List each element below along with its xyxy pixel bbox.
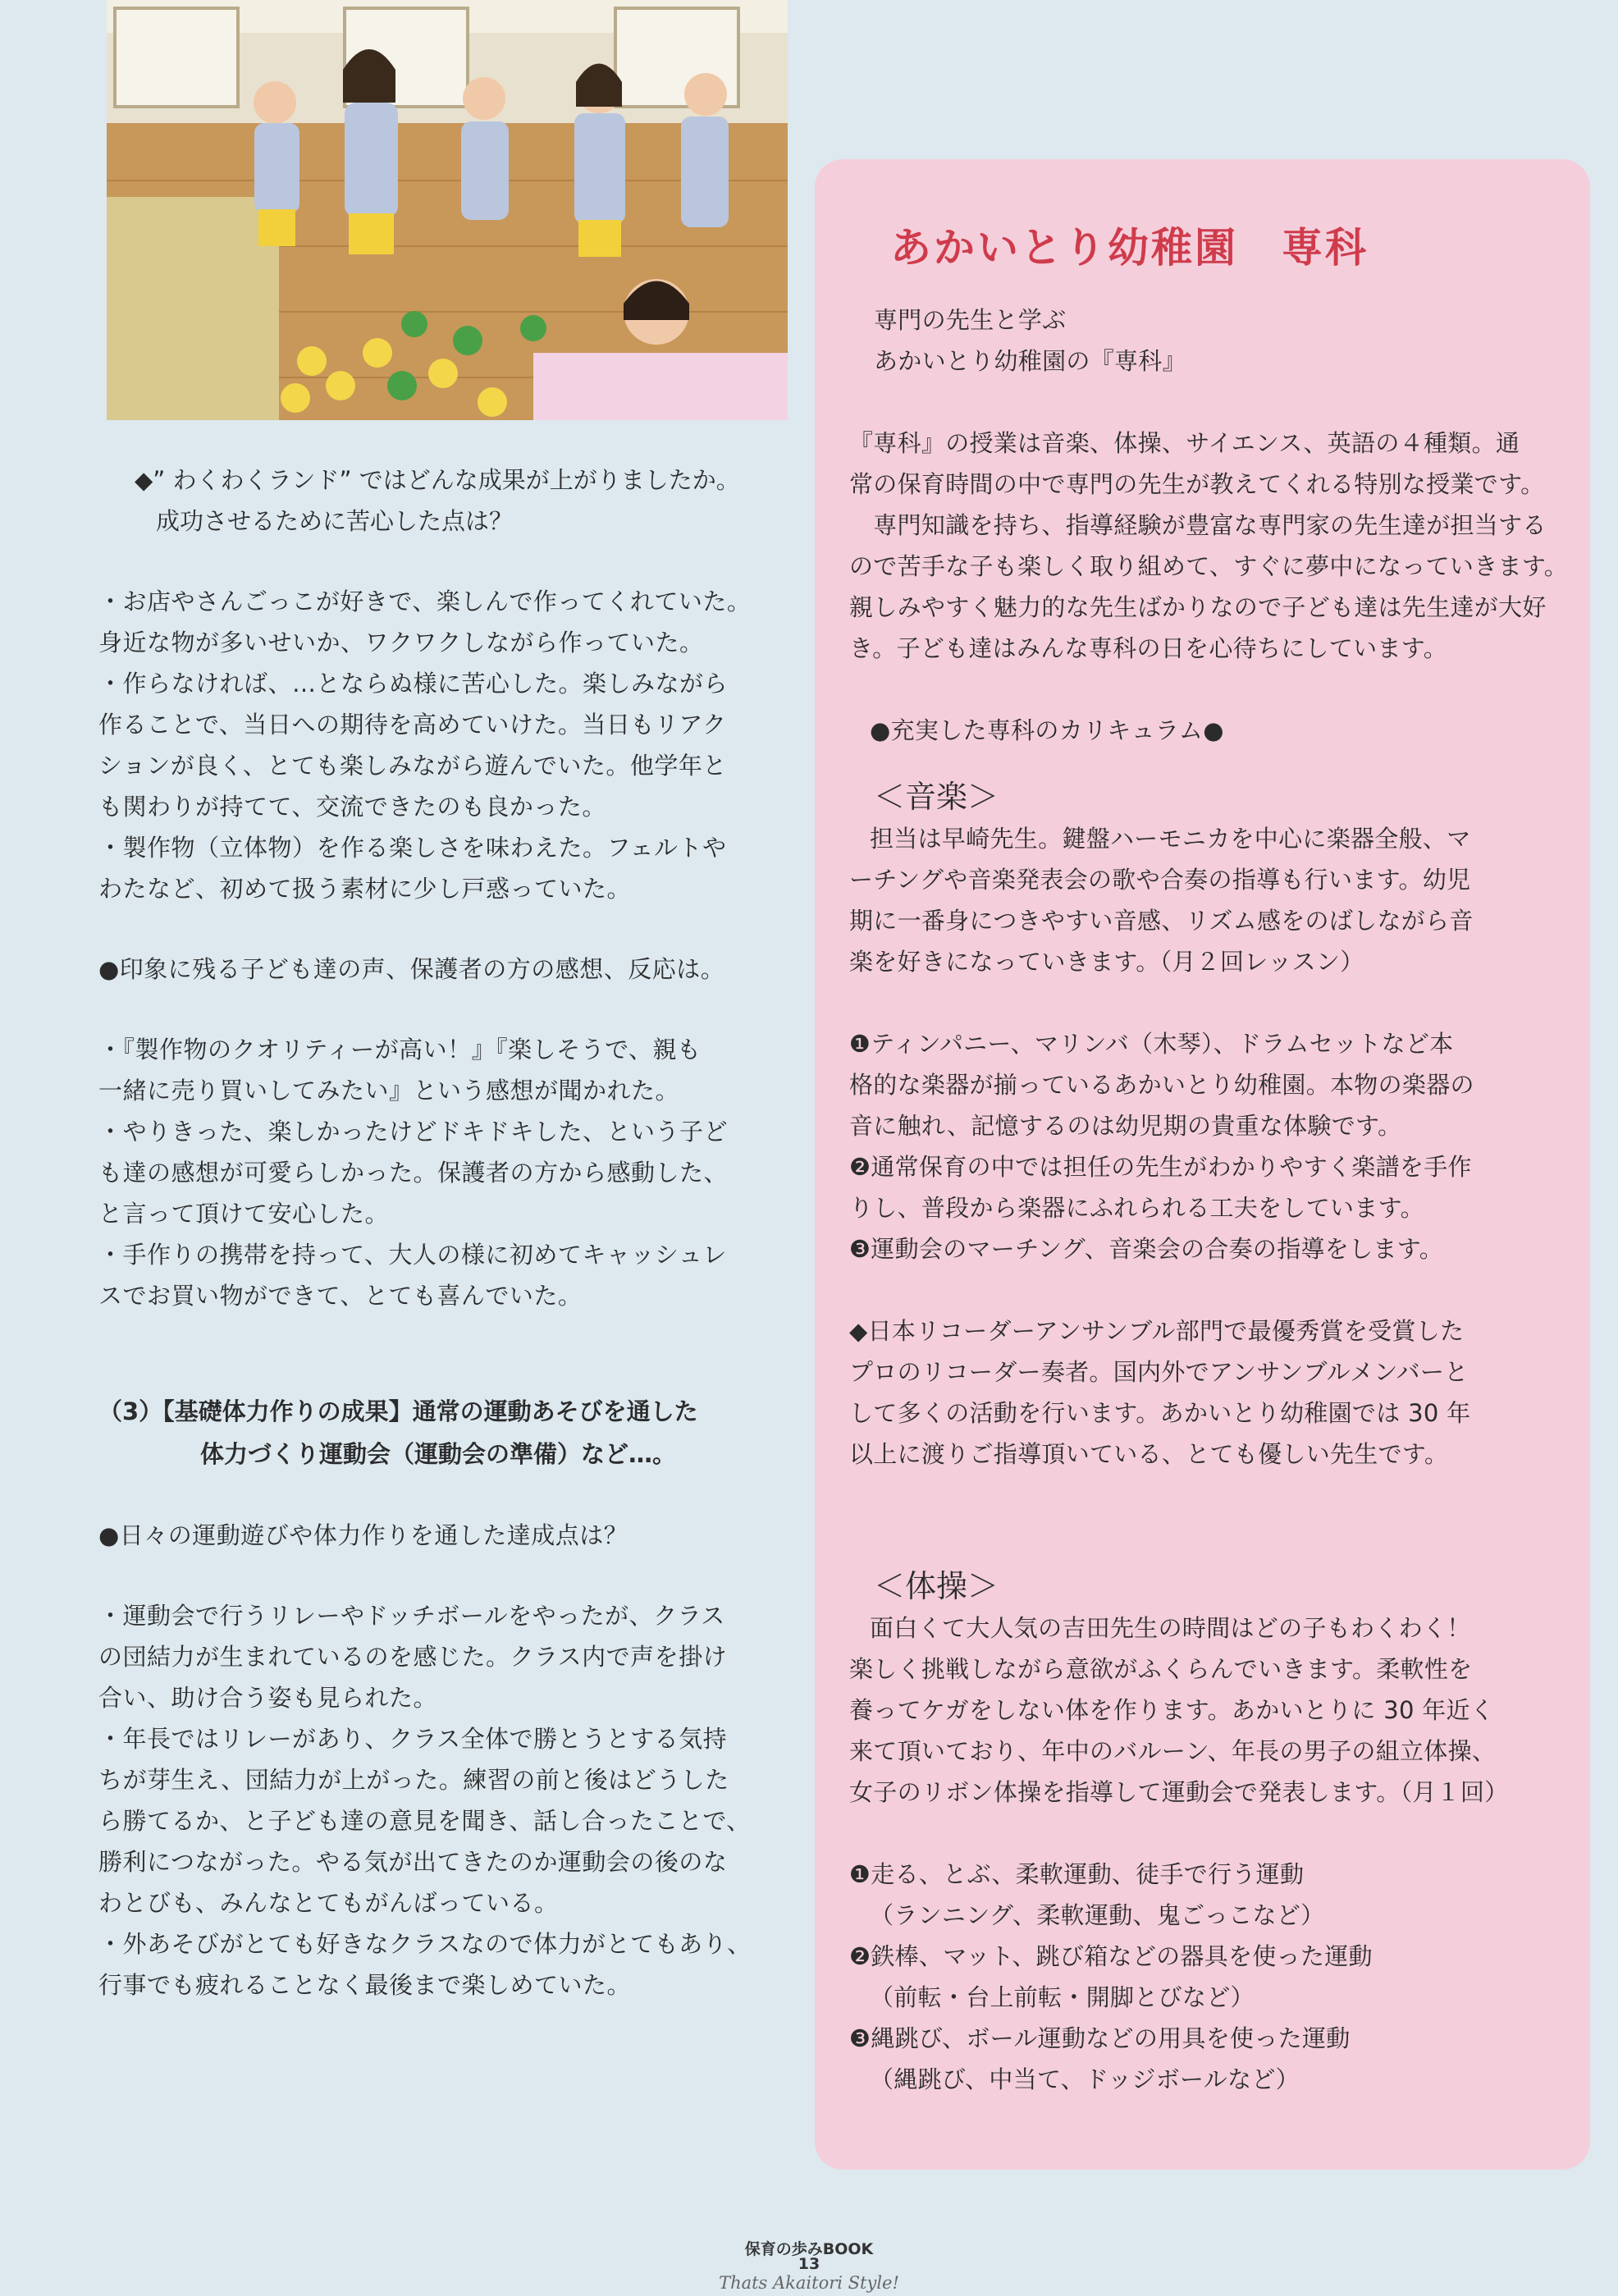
section-3-heading [98, 1390, 771, 1475]
answer-line: ら勝てるか、と子ども達の意見を聞き、話し合ったことで、 [98, 1807, 751, 1835]
senka-title: あかいとり幼稚園 専科 [890, 224, 1369, 272]
left-column [98, 460, 771, 2006]
answer-line: ・運動会で行うリレーやドッチボールをやったが、クラス [98, 1602, 725, 1630]
classroom-photo [107, 0, 788, 420]
music-line: 担当は早崎先生。鍵盤ハーモニカを中心に楽器全般、マ [870, 825, 1471, 853]
gym-line: 養ってケガをしない体を作ります。あかいとりに 30 年近く [849, 1696, 1495, 1724]
gym-point-line: （前転・台上前転・開脚とびなど） [870, 1983, 1255, 2011]
answer-line: ・お店やさんごっこが好きで、楽しんで作ってくれていた。 [98, 588, 752, 615]
senka-intro-line: あかいとり幼稚園の『専科』 [874, 347, 1186, 375]
music-heading: ＜音楽＞ [874, 779, 999, 815]
answer-impressions-list [98, 1029, 771, 1316]
desc-line: ので苦手な子も楽しく取り組めて、すぐに夢中になっていきます。 [849, 552, 1569, 580]
senka-intro-line: 専門の先生と学ぶ [874, 306, 1067, 334]
gym-line: 女子のリボン体操を指導して運動会で発表します。（月１回） [849, 1778, 1509, 1806]
gym-point-line: ❷鉄棒、マット、跳び箱などの器具を使った運動 [849, 1942, 1373, 1970]
children-playing-illustration [107, 0, 788, 420]
gym-line: 楽しく挑戦しながら意欲がふくらんでいきます。柔軟性を [849, 1655, 1473, 1683]
page-number: 13 [798, 2255, 820, 2273]
music-point-line: りし、普段から楽器にふれられる工夫をしています。 [849, 1194, 1424, 1222]
answer-line: ちが芽生え、団結力が上がった。練習の前と後はどうした [98, 1766, 729, 1794]
answer-wakuwaku-list [98, 581, 771, 909]
answer-line: わたなど、初めて扱う素材に少し戸惑っていた。 [98, 875, 632, 903]
music-line: 期に一番身につきやすい音感、リズム感をのばしながら音 [849, 907, 1474, 935]
section-3-heading-line2: 体力づくり運動会（運動会の準備）など…。 [200, 1440, 677, 1468]
answer-line: も達の感想が可愛らしかった。保護者の方から感動した、 [98, 1159, 729, 1187]
footer-tagline: Thats Akaitori Style! [719, 2273, 899, 2293]
answer-line: 一緒に売り買いしてみたい』という感想が聞かれた。 [98, 1077, 680, 1105]
desc-line: 親しみやすく魅力的な先生ばかりなので子ども達は先生達が大好 [849, 593, 1547, 621]
answer-line: ・作らなければ、…とならぬ様に苦心した。楽しみながら [98, 670, 729, 697]
music-point-line: 音に触れ、記憶するのは幼児期の貴重な体験です。 [849, 1112, 1402, 1140]
desc-line: 専門知識を持ち、指導経験が豊富な専門家の先生達が担当する [849, 511, 1547, 539]
answer-line: 身近な物が多いせいか、ワクワクしながら作っていた。 [98, 629, 704, 656]
gym-point-line: （ランニング、柔軟運動、鬼ごっこなど） [870, 1901, 1325, 1929]
question-wakuwaku-land-cont: 成功させるために苦心した点は？ [156, 507, 514, 535]
answer-line: も関わりが持てて、交流できたのも良かった。 [98, 793, 606, 821]
gym-heading: ＜体操＞ [874, 1568, 999, 1604]
answer-line: 作ることで、当日への期待を高めていけた。当日もリアク [98, 711, 727, 739]
gym-point-line: ❸縄跳び、ボール運動などの用具を使った運動 [849, 2024, 1351, 2052]
question-wakuwaku-land: ◆” わくわくランド” ではどんな成果が上がりましたか。 [135, 466, 740, 494]
answer-line: 勝利につながった。やる気が出てきたのか運動会の後のな [98, 1848, 728, 1876]
answer-line: ・やりきった、楽しかったけどドキドキした、という子ど [98, 1118, 729, 1146]
music-point-line: ❸運動会のマーチング、音楽会の合奏の指導をします。 [849, 1235, 1443, 1263]
answer-line: ションが良く、とても楽しみながら遊んでいた。他学年と [98, 752, 727, 780]
answer-line: と言って頂けて安心した。 [98, 1200, 390, 1228]
senka-description [849, 423, 1579, 669]
answer-line: ・手作りの携帯を持って、大人の様に初めてキャッシュレ [98, 1241, 727, 1269]
gym-point-line: ❶走る、とぶ、柔軟運動、徒手で行う運動 [849, 1860, 1305, 1888]
answer-line: ・年長ではリレーがあり、クラス全体で勝とうとする気持 [98, 1725, 728, 1753]
teacher-line: 以上に渡りご指導頂いている、とても優しい先生です。 [849, 1440, 1449, 1468]
section-3-heading-line1: （3）【基礎体力作りの成果】通常の運動あそびを通した [98, 1397, 698, 1425]
answer-line: の団結力が生まれているのを感じた。クラス内で声を掛け [98, 1643, 728, 1671]
music-line: 楽を好きになっていきます。（月２回レッスン） [849, 948, 1364, 976]
music-point-line: ❷通常保育の中では担任の先生がわかりやすく楽譜を手作 [849, 1153, 1472, 1181]
answer-line: 合い、助け合う姿も見られた。 [98, 1684, 438, 1712]
gym-line: 来て頂いており、年中のバルーン、年長の男子の組立体操、 [849, 1737, 1497, 1765]
teacher-line: して多くの活動を行います。あかいとり幼稚園では 30 年 [849, 1399, 1471, 1427]
answer-line: 行事でも疲れることなく最後まで楽しめていた。 [98, 1971, 632, 1999]
answer-line: ・製作物（立体物）を作る楽しさを味わえた。フェルトや [98, 834, 727, 862]
question-impressions: ●印象に残る子ども達の声、保護者の方の感想、反応は。 [98, 955, 725, 983]
music-description [849, 818, 1579, 982]
gym-points [849, 1854, 1579, 2100]
curriculum-heading: ●充実した専科のカリキュラム● [870, 716, 1224, 744]
answer-line: ・『製作物のクオリティーが高い！』『楽しそうで、親も [98, 1036, 702, 1063]
desc-line: 『専科』の授業は音楽、体操、サイエンス、英語の４種類。通 [849, 429, 1520, 457]
music-points [849, 1023, 1579, 1269]
answer-line: スでお買い物ができて、とても喜んでいた。 [98, 1282, 583, 1310]
footer-book-title: 保育の歩みBOOK [744, 2240, 874, 2258]
music-teacher-profile [849, 1310, 1579, 1475]
gym-description [849, 1608, 1579, 1813]
answer-achievements-list [98, 1595, 771, 2006]
gym-line: 面白くて大人気の吉田先生の時間はどの子もわくわく！ [870, 1614, 1471, 1642]
desc-line: 常の保育時間の中で専門の先生が教えてくれる特別な授業です。 [849, 470, 1545, 498]
answer-line: ・外あそびがとても好きなクラスなので体力がとてもあり、 [98, 1930, 752, 1958]
senka-content [849, 300, 1579, 2100]
gym-point-line: （縄跳び、中当て、ドッジボールなど） [870, 2065, 1300, 2093]
music-point-line: 格的な楽器が揃っているあかいとり幼稚園。本物の楽器の [849, 1071, 1474, 1099]
music-line: ーチングや音楽発表会の歌や合奏の指導も行います。幼児 [849, 866, 1471, 894]
question-achievements: ●日々の運動遊びや体力作りを通した達成点は？ [98, 1521, 628, 1549]
teacher-line: プロのリコーダー奏者。国内外でアンサンブルメンバーと [849, 1358, 1469, 1386]
desc-line: き。子ども達はみんな専科の日を心待ちにしています。 [849, 634, 1448, 662]
answer-line: わとびも、みんなとてもがんばっている。 [98, 1889, 559, 1917]
music-point-line: ❶ティンパニー、マリンバ（木琴）、ドラムセットなど本 [849, 1030, 1454, 1058]
teacher-line: ◆日本リコーダーアンサンブル部門で最優秀賞を受賞した [849, 1317, 1465, 1345]
